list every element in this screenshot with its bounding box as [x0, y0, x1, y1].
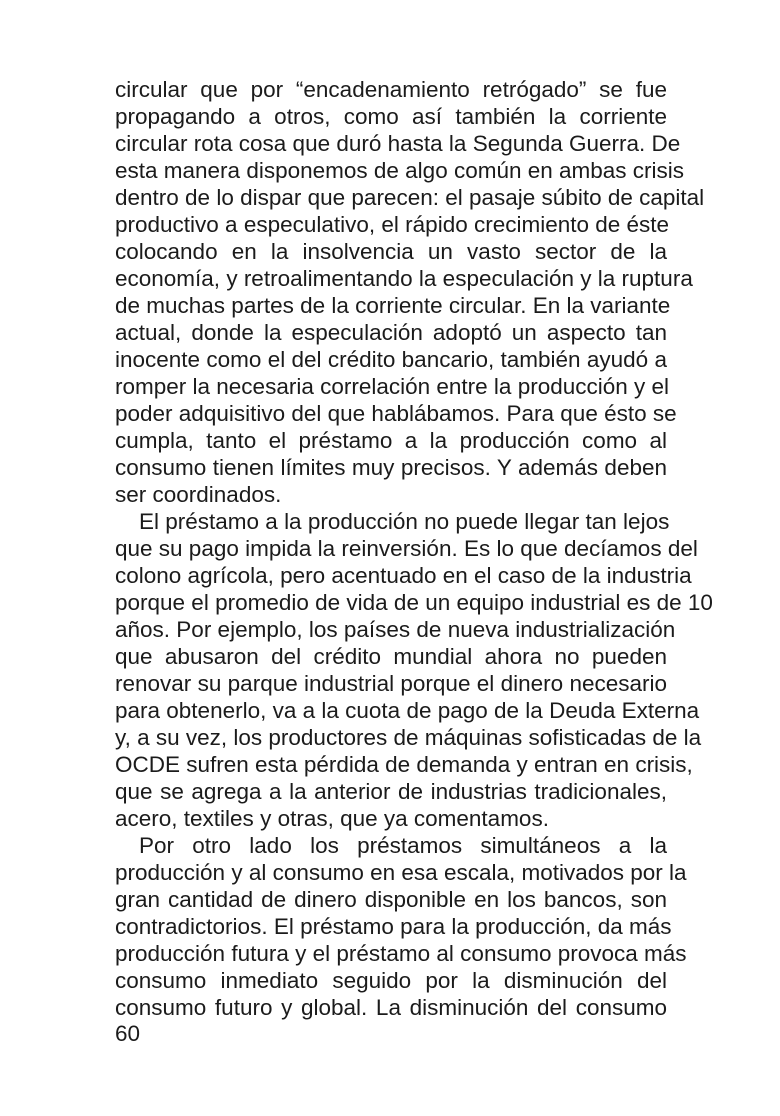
- text-line: actual, donde la especulación adoptó un aspecto tan: [115, 320, 667, 345]
- text-line: consumo inmediato seguido por la disminución del: [115, 968, 667, 993]
- text-line: Por otro lado los préstamos simultáneos a la: [139, 833, 667, 858]
- text-line: consumo futuro y global. La disminución del consumo: [115, 995, 667, 1020]
- text-line: ser coordinados.: [115, 482, 282, 507]
- text-line: producción futura y el préstamo al consumo provoca más: [115, 941, 687, 966]
- text-line: que su pago impida la reinversión. Es lo que decíamos del: [115, 536, 698, 561]
- text-line: renovar su parque industrial porque el dinero necesario: [115, 671, 667, 696]
- text-line: consumo tienen límites muy precisos. Y además deben: [115, 455, 667, 480]
- text-line: colono agrícola, pero acentuado en el caso de la industria: [115, 563, 692, 588]
- text-line: OCDE sufren esta pérdida de demanda y entran en crisis,: [115, 752, 693, 777]
- text-line: esta manera disponemos de algo común en ambas crisis: [115, 158, 685, 183]
- text-line: cumpla, tanto el préstamo a la producción como al: [115, 428, 667, 453]
- text-line: años. Por ejemplo, los países de nueva industrialización: [115, 617, 676, 642]
- body-text: [115, 76, 713, 1021]
- page-number: 60: [115, 1021, 141, 1046]
- text-line: porque el promedio de vida de un equipo industrial es de 10: [115, 590, 713, 615]
- text-line: gran cantidad de dinero disponible en los bancos, son: [115, 887, 667, 912]
- text-line: dentro de lo dispar que parecen: el pasaje súbito de capital: [115, 185, 705, 210]
- text-line: para obtenerlo, va a la cuota de pago de la Deuda Externa: [115, 698, 700, 723]
- text-line: romper la necesaria correlación entre la producción y el: [115, 374, 670, 399]
- text-line: propagando a otros, como así también la corriente: [115, 104, 667, 129]
- text-line: contradictorios. El préstamo para la producción, da más: [115, 914, 672, 939]
- text-line: poder adquisitivo del que hablábamos. Para que ésto se: [115, 401, 677, 426]
- text-line: circular que por “encadenamiento retrógado” se fue: [115, 77, 667, 102]
- paragraph-3: [115, 832, 687, 1021]
- text-line: circular rota cosa que duró hasta la Segunda Guerra. De: [115, 131, 681, 156]
- text-line: producción y al consumo en esa escala, motivados por la: [115, 860, 687, 885]
- text-line: que se agrega a la anterior de industrias tradicionales,: [115, 779, 667, 804]
- text-line: inocente como el del crédito bancario, también ayudó a: [115, 347, 667, 372]
- text-line: y, a su vez, los productores de máquinas sofisticadas de la: [115, 725, 702, 750]
- text-line: colocando en la insolvencia un vasto sector de la: [115, 239, 667, 264]
- text-line: El préstamo a la producción no puede llegar tan lejos: [139, 509, 670, 534]
- text-line: productivo a especulativo, el rápido crecimiento de éste: [115, 212, 670, 237]
- text-line: economía, y retroalimentando la especulación y la ruptura: [115, 266, 693, 291]
- paragraph-2: [115, 508, 713, 832]
- text-line: que abusaron del crédito mundial ahora no pueden: [115, 644, 667, 669]
- text-line: acero, textiles y otras, que ya comentamos.: [115, 806, 549, 831]
- text-line: de muchas partes de la corriente circular. En la variante: [115, 293, 671, 318]
- paragraph-1: [115, 76, 705, 508]
